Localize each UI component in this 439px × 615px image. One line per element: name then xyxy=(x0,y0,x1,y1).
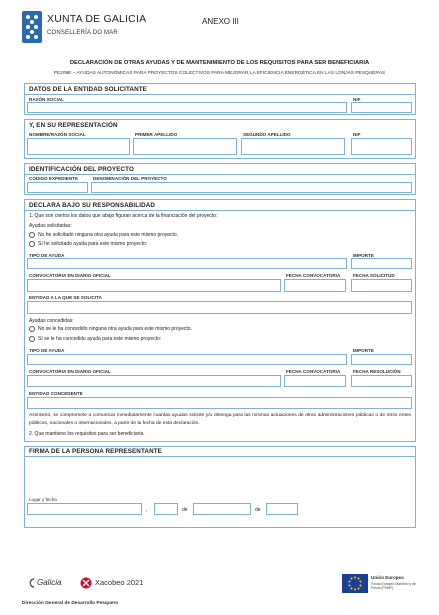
razon-social-label: RAZÓN SOCIAL xyxy=(29,97,64,102)
importe-label: IMPORTE xyxy=(353,253,374,258)
primer-apellido-label: PRIMER APELLIDO xyxy=(135,132,178,137)
entity-nif-label: NIF xyxy=(353,97,361,102)
entidad-concedente-field[interactable] xyxy=(27,397,412,409)
direction-label: Dirección General de Desarrollo Pesquero xyxy=(22,601,119,606)
opt-no-concedido-label: No se le ha concedido ninguna otra ayuda para este mismo proyecto. xyxy=(38,326,192,332)
opt-si-concedido-label: Sí se le ha concedido ayuda para este mismo proyecto: xyxy=(38,336,162,342)
org-name: XUNTA DE GALICIA xyxy=(47,13,147,25)
lugar-label: Lugar y fecha xyxy=(29,497,57,502)
day-field[interactable] xyxy=(154,503,178,515)
lugar-field[interactable] xyxy=(27,503,142,515)
eu-fund: Fondo Europeo Marítimo y de Pesca (FEMP) xyxy=(371,582,416,590)
question-1: 1. Que son ciertos los datos que abajo figuran acerca de la financiación del proyecto: xyxy=(29,213,218,219)
date-separator-de-1: de xyxy=(182,507,188,513)
entity-title: DATOS DE LA ENTIDAD SOLICITANTE xyxy=(29,86,147,93)
importe2-field[interactable] xyxy=(351,354,412,365)
nombre-label: NOMBRE/RAZÓN SOCIAL xyxy=(29,132,86,137)
codigo-field[interactable] xyxy=(27,182,88,193)
radio-si-concedido[interactable] xyxy=(29,336,35,342)
annex-label: ANEXO III xyxy=(202,17,239,26)
representation-title: Y, EN SU REPRESENTACIÓN xyxy=(29,122,118,129)
convocatoria2-field[interactable] xyxy=(27,375,281,387)
primer-apellido-field[interactable] xyxy=(133,138,237,155)
entity-nif-field[interactable] xyxy=(351,102,412,113)
xunta-logo xyxy=(22,10,147,46)
denominacion-label: DENOMINACIÓN DEL PROYECTO xyxy=(93,176,167,181)
date-separator-comma: , xyxy=(146,507,148,513)
nombre-field[interactable] xyxy=(27,138,130,155)
section-signature xyxy=(24,446,416,528)
declaration-title-rule xyxy=(24,210,416,211)
xacobeo-emblem-icon xyxy=(80,577,92,589)
fecha-convocatoria-label: FECHA CONVOCATORIA xyxy=(286,273,341,278)
fecha-solicitud-label: FECHA SOLICITUD xyxy=(353,273,395,278)
month-field[interactable] xyxy=(193,503,251,515)
segundo-apellido-field[interactable] xyxy=(241,138,345,155)
fecha-solicitud-field[interactable] xyxy=(351,279,412,292)
entidad-field[interactable] xyxy=(27,301,412,314)
segundo-apellido-label: SEGUNDO APELLIDO xyxy=(243,132,291,137)
xacobeo-logo xyxy=(80,576,155,590)
solicitadas-label: Ayudas solicitadas: xyxy=(29,223,72,229)
fecha-convocatoria2-field[interactable] xyxy=(284,375,346,387)
xunta-emblem-icon xyxy=(22,11,42,43)
signature-title: FIRMA DE LA PERSONA REPRESENTANTE xyxy=(29,448,162,455)
question-2: 2. Que mantiene los requisitos para ser beneficiaria. xyxy=(29,431,145,437)
signature-title-rule xyxy=(24,456,416,457)
fecha-convocatoria-field[interactable] xyxy=(284,279,346,292)
entidad-label: ENTIDAD A LA QUE SE SOLICITA xyxy=(29,295,102,300)
denominacion-field[interactable] xyxy=(91,182,412,193)
fecha-resolucion-field[interactable] xyxy=(351,375,412,387)
org-dept: CONSELLERÍA DO MAR xyxy=(47,30,118,36)
fecha-convocatoria2-label: FECHA CONVOCATORIA xyxy=(286,369,341,374)
tipo-ayuda-label: TIPO DE AYUDA xyxy=(29,253,65,258)
fecha-resolucion-label: FECHA RESOLUCIÓN xyxy=(353,369,401,374)
representation-nif-field[interactable] xyxy=(351,138,412,155)
galicia-logo xyxy=(28,576,68,590)
project-title-rule xyxy=(24,174,416,175)
eu-logo xyxy=(342,574,416,596)
date-separator-de-2: de xyxy=(255,507,261,513)
galicia-swirl-icon xyxy=(28,578,36,588)
opt-si-solicitado-label: Sí he solicitado ayuda para este mismo proyecto: xyxy=(38,241,148,247)
razon-social-field[interactable] xyxy=(27,102,347,113)
importe-field[interactable] xyxy=(351,258,412,269)
radio-no-concedido[interactable] xyxy=(29,326,35,332)
convocatoria2-label: CONVOCATORIA EN DIARIO OFICIAL xyxy=(29,369,111,374)
importe2-label: IMPORTE xyxy=(353,348,374,353)
representation-nif-label: NIF xyxy=(353,132,361,137)
tipo-ayuda2-field[interactable] xyxy=(27,354,347,365)
convocatoria-label: CONVOCATORIA EN DIARIO OFICIAL xyxy=(29,273,111,278)
entity-title-rule xyxy=(24,94,416,95)
convocatoria-field[interactable] xyxy=(27,279,281,292)
tipo-ayuda-field[interactable] xyxy=(27,258,347,269)
concedidas-label: Ayudas concedidas: xyxy=(29,318,74,324)
asimismo-paragraph: Asimismo, se compromete a comunicar inmediatamente cuantas ayudas solicite y/u obtenga para las mismas actuaciones de otras administraciones públicas o de otros entes públicos, nacionales o internacionales, a partir de la fecha de esta declaración. xyxy=(29,413,411,426)
galicia-logo-text: Galicia xyxy=(37,578,62,587)
radio-si-solicitado[interactable] xyxy=(29,241,35,247)
year-field[interactable] xyxy=(266,503,298,515)
codigo-label: CÓDIGO EXPEDIENTE xyxy=(29,176,79,181)
opt-no-solicitado-label: No he solicitado ninguna otra ayuda para este mismo proyecto. xyxy=(38,232,179,238)
tipo-ayuda2-label: TIPO DE AYUDA xyxy=(29,348,65,353)
page-subtitle: PE209E – AYUDAS AUTONÓMICAS PARA PROYECTOS COLECTIVOS PARA MEJORAR LA EFICIENCIA ENERGÉTICA EN LAS LONJAS PESQUERAS xyxy=(53,71,386,76)
radio-no-solicitado[interactable] xyxy=(29,232,35,238)
xacobeo-logo-text: Xacobeo 2021 xyxy=(95,578,144,587)
entidad-concedente-label: ENTIDAD CONCEDENTE xyxy=(29,391,83,396)
eu-title: Unión Europea xyxy=(371,575,404,580)
project-title: IDENTIFICACIÓN DEL PROYECTO xyxy=(29,166,134,173)
eu-flag-icon xyxy=(342,574,368,593)
declaration-title: DECLARA BAJO SU RESPONSABILIDAD xyxy=(29,202,156,209)
page-title: DECLARACIÓN DE OTRAS AYUDAS Y DE MANTENIMIENTO DE LOS REQUISITOS PARA SER BENEFICIARIA xyxy=(69,60,370,66)
